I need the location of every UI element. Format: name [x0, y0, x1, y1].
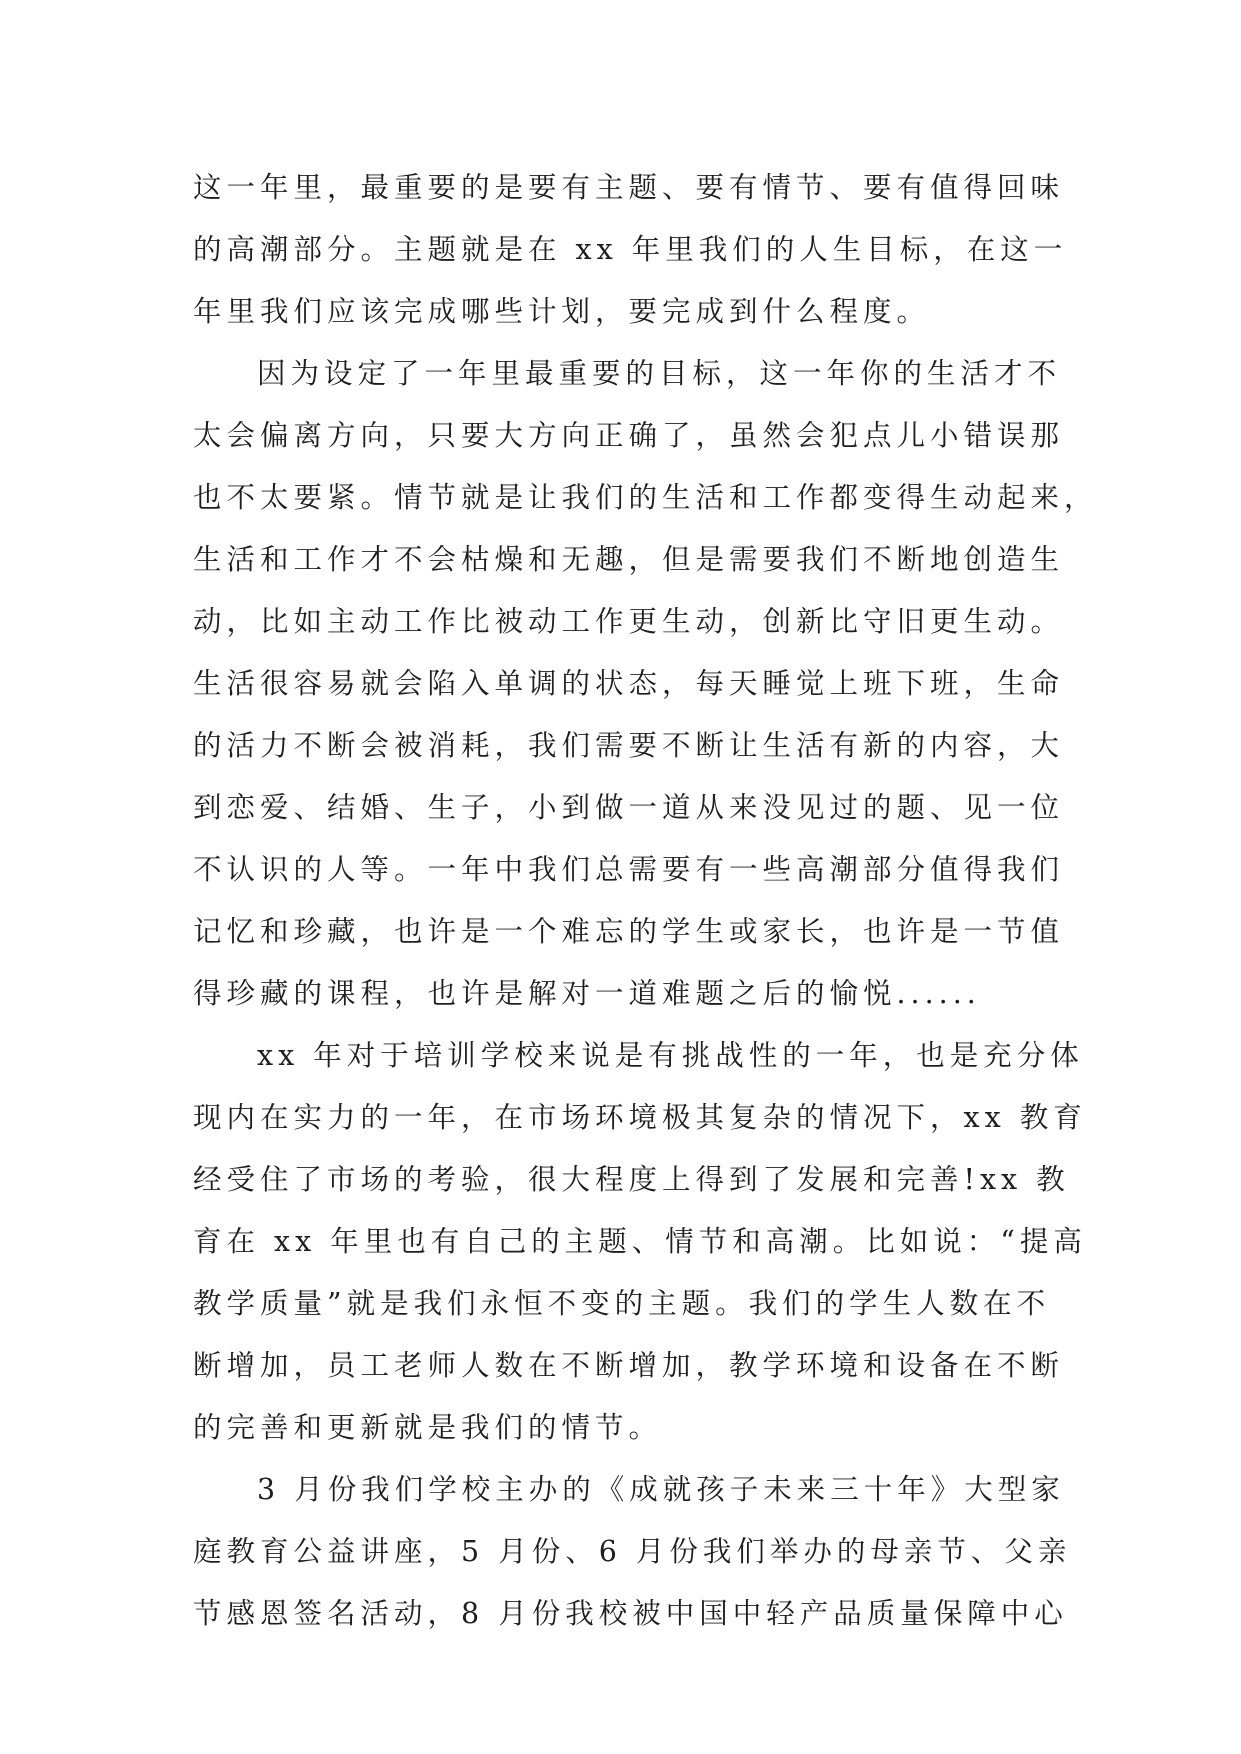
text-line: 不认识的人等。一年中我们总需要有一些高潮部分值得我们: [193, 853, 1065, 886]
text-line: 经受住了市场的考验，很大程度上得到了发展和完善!xx 教: [193, 1163, 1070, 1196]
text-line: 动，比如主动工作比被动工作更生动，创新比守旧更生动。: [193, 605, 1065, 638]
paragraph-start-line: 3 月份我们学校主办的《成就孩子未来三十年》大型家: [257, 1473, 1065, 1506]
text-line: 也不太要紧。情节就是让我们的生活和工作都变得生动起来，: [193, 481, 1098, 514]
paragraph-start-line: xx 年对于培训学校来说是有挑战性的一年，也是充分体: [257, 1039, 1084, 1072]
text-line: 生活很容易就会陷入单调的状态，每天睡觉上班下班，生命: [193, 667, 1065, 700]
text-line: 记忆和珍藏，也许是一个难忘的学生或家长，也许是一节值: [193, 915, 1065, 948]
text-line: 年里我们应该完成哪些计划，要完成到什么程度。: [193, 295, 931, 328]
text-line: 的完善和更新就是我们的情节。: [193, 1411, 663, 1444]
text-line: 的高潮部分。主题就是在 xx 年里我们的人生目标，在这一: [193, 233, 1068, 266]
text-line: 到恋爱、结婚、生子，小到做一道从来没见过的题、见一位: [193, 791, 1065, 824]
text-line: 育在 xx 年里也有自己的主题、情节和高潮。比如说：“提高: [193, 1225, 1087, 1258]
text-line: 得珍藏的课程，也许是解对一道难题之后的愉悦......: [193, 977, 981, 1010]
text-line: 这一年里，最重要的是要有主题、要有情节、要有值得回味: [193, 171, 1065, 204]
document-body: [193, 157, 1098, 1645]
text-line: 生活和工作才不会枯燥和无趣，但是需要我们不断地创造生: [193, 543, 1065, 576]
text-line: 节感恩签名活动，8 月份我校被中国中轻产品质量保障中心: [193, 1597, 1068, 1630]
text-line: 太会偏离方向，只要大方向正确了，虽然会犯点儿小错误那: [193, 419, 1065, 452]
paragraph-start-line: 因为设定了一年里最重要的目标，这一年你的生活才不: [257, 357, 1062, 390]
text-line: 庭教育公益讲座，5 月份、6 月份我们举办的母亲节、父亲: [193, 1535, 1072, 1568]
text-line: 教学质量”就是我们永恒不变的主题。我们的学生人数在不: [193, 1287, 1051, 1320]
text-line: 断增加，员工老师人数在不断增加，教学环境和设备在不断: [193, 1349, 1065, 1382]
text-line: 的活力不断会被消耗，我们需要不断让生活有新的内容，大: [193, 729, 1065, 762]
text-line: 现内在实力的一年，在市场环境极其复杂的情况下，xx 教育: [193, 1101, 1087, 1134]
